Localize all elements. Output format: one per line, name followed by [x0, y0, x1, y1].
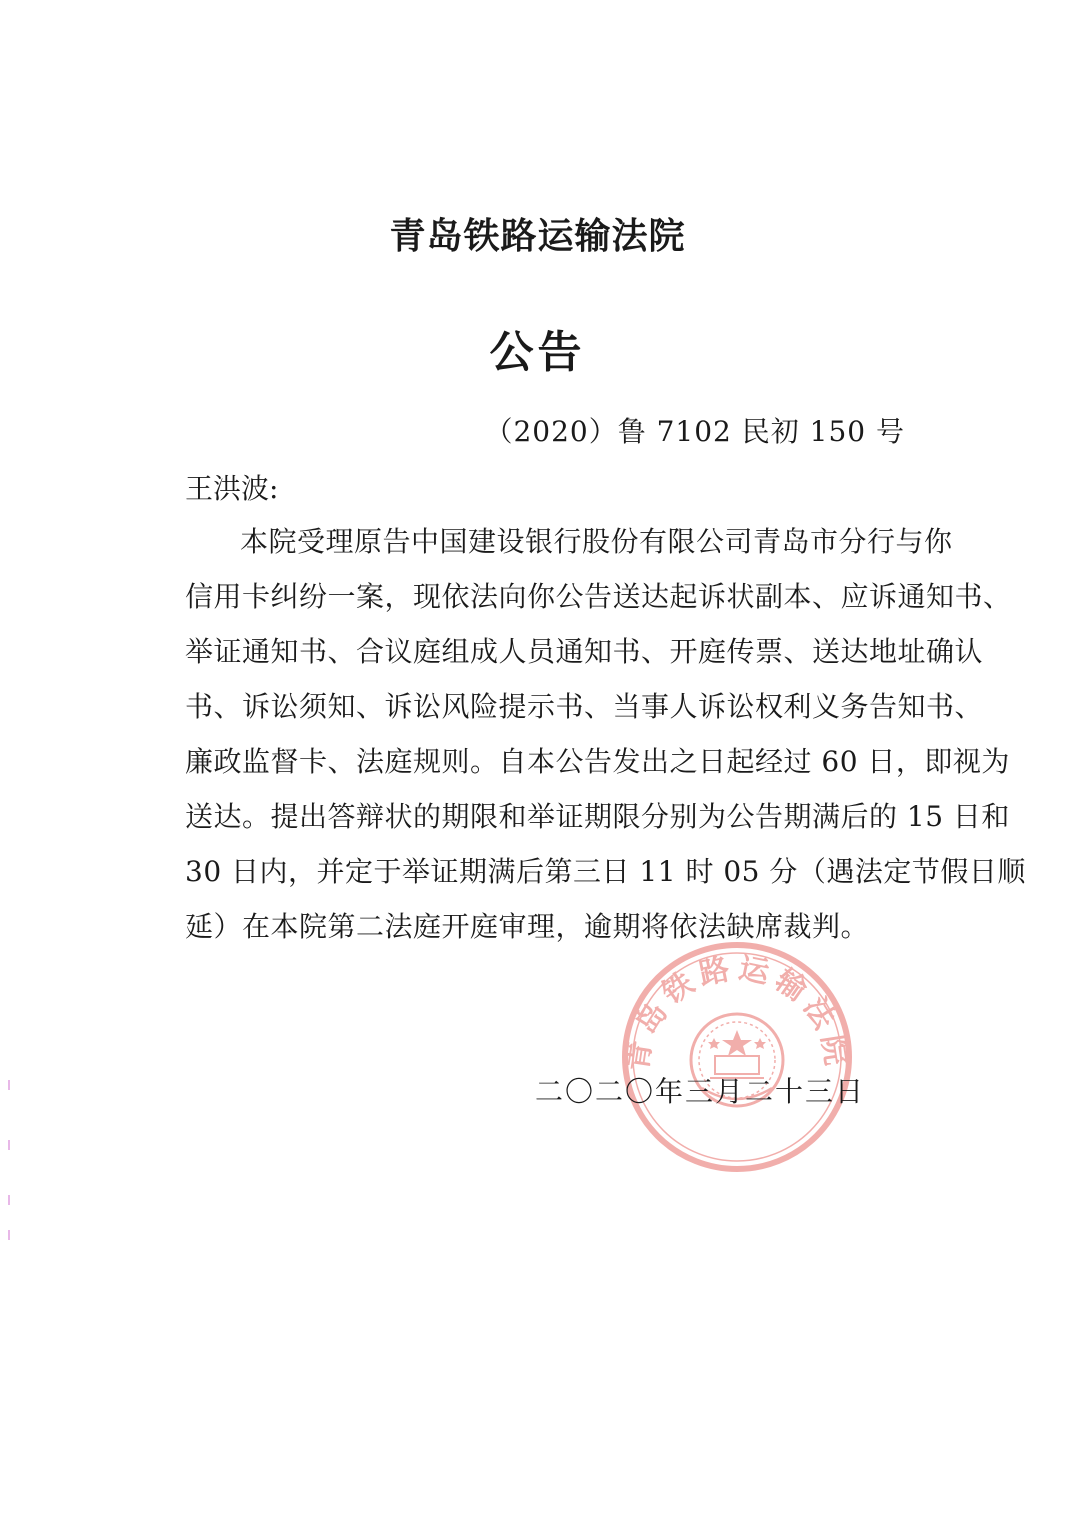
scan-mark [8, 1140, 10, 1150]
case-number: （2020）鲁 7102 民初 150 号 [484, 415, 905, 448]
scan-mark [8, 1080, 10, 1090]
body-line: 延）在本院第二法庭开庭审理，逾期将依法缺席裁判。 [185, 910, 870, 943]
body-line: 信用卡纠纷一案，现依法向你公告送达起诉状副本、应诉通知书、 [185, 580, 1012, 613]
scan-mark [8, 1230, 10, 1240]
court-name: 青岛铁路运输法院 [389, 216, 686, 257]
seal-text: 青岛铁路运输法院 [619, 950, 855, 1074]
body-line: 30 日内，并定于举证期满后第三日 11 时 05 分（遇法定节假日顺 [185, 855, 1026, 888]
court-seal [618, 938, 856, 1176]
issue-date: 二〇二〇年三月二十三日 [534, 1075, 865, 1108]
scan-mark [8, 1195, 10, 1205]
document-title: 公告 [489, 327, 586, 378]
body-line: 送达。提出答辩状的期限和举证期限分别为公告期满后的 15 日和 [185, 800, 1010, 833]
body-line: 书、诉讼须知、诉讼风险提示书、当事人诉讼权利义务告知书、 [185, 690, 984, 723]
body-line: 举证通知书、合议庭组成人员通知书、开庭传票、送达地址确认 [185, 635, 984, 668]
body-line: 本院受理原告中国建设银行股份有限公司青岛市分行与你 [240, 525, 953, 558]
body-line: 廉政监督卡、法庭规则。自本公告发出之日起经过 60 日，即视为 [185, 745, 1010, 778]
addressee: 王洪波: [185, 472, 279, 505]
